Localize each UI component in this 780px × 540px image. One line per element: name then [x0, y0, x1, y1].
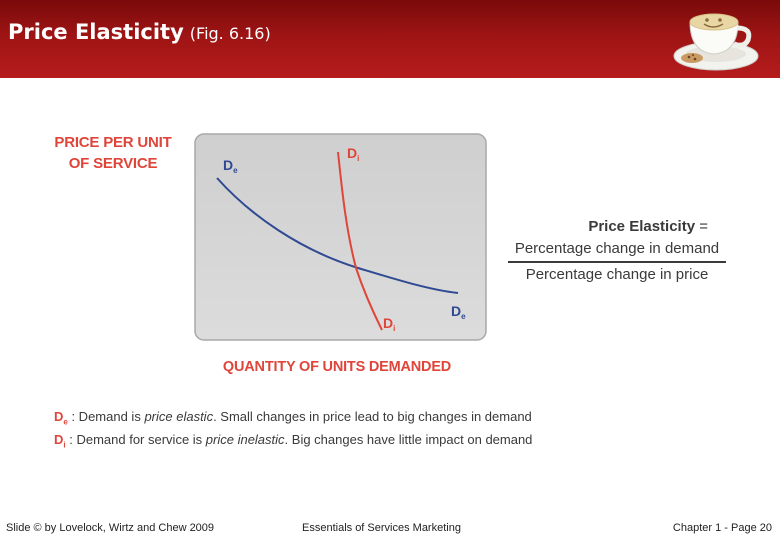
footer-page-number: Chapter 1 - Page 20 [672, 522, 772, 534]
legend-symbol: $D_e$ [54, 409, 68, 427]
legend-emphasis: price inelastic [205, 432, 285, 447]
elasticity-formula [504, 216, 730, 286]
fraction-bar [508, 261, 726, 263]
formula-denominator: Percentage change in price [525, 266, 709, 283]
curve-label-inelastic-top: $D_i$ [347, 145, 360, 163]
legend-text: . Small changes in price lead to big changes in demand [213, 409, 532, 424]
footer-copyright: Slide © by Lovelock, Wirtz and Chew 2009 [6, 522, 215, 534]
legend-item-inelastic [54, 428, 532, 451]
legend-emphasis: price elastic [144, 409, 214, 424]
legend-item-elastic [54, 405, 532, 428]
title-text: Price Elasticity [8, 20, 184, 44]
y-axis-label-line1: PRICE PER UNIT [54, 134, 172, 151]
formula-term: Price Elasticity [588, 218, 696, 235]
formula-numerator: Percentage change in demand [514, 240, 720, 257]
diagram-panel [195, 134, 486, 340]
legend-text: : Demand for service is [65, 432, 206, 447]
curve-label-inelastic-bottom: $D_i$ [383, 315, 396, 333]
legend [54, 405, 532, 451]
formula-lhs [504, 216, 730, 238]
curve-label-elastic-bottom: $D_e$ [451, 303, 466, 321]
legend-text: : Demand is [67, 409, 145, 424]
formula-equals: = [699, 218, 708, 235]
y-axis-label-line2: OF SERVICE [68, 155, 158, 172]
x-axis-label: QUANTITY OF UNITS DEMANDED [222, 359, 452, 375]
curve-label-elastic-top: $D_e$ [223, 157, 238, 175]
legend-symbol: $D_i$ [54, 432, 66, 450]
y-axis-label [48, 132, 178, 174]
legend-text: . Big changes have little impact on demand [284, 432, 533, 447]
footer-book-title: Essentials of Services Marketing [302, 522, 461, 534]
figure-reference: (Fig. 6.16) [189, 24, 271, 43]
